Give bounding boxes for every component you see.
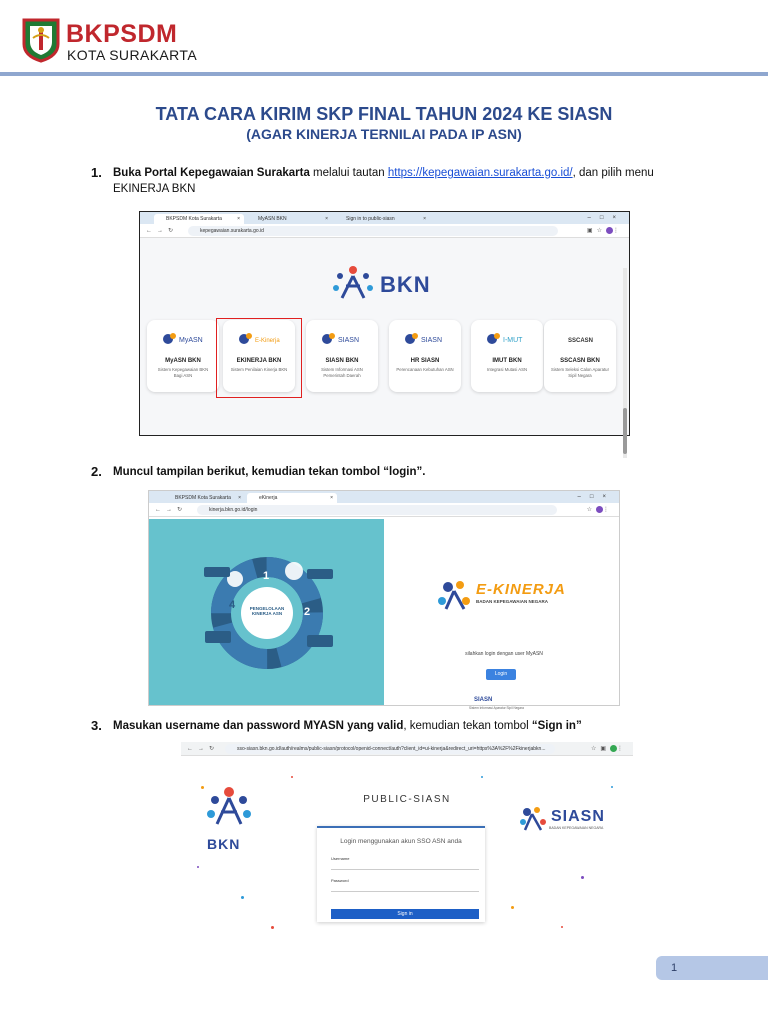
browser-toolbar-icons[interactable]: ☆ ⋮ (586, 507, 613, 513)
confetti-dot (481, 776, 483, 778)
bkn-logo-icon (330, 264, 376, 304)
login-panel (384, 519, 619, 710)
nav-buttons[interactable]: ←→↻ (155, 507, 188, 513)
bkn-logo-icon (205, 784, 253, 832)
bkn-brand: BKN (380, 272, 431, 297)
card-sscasn[interactable] (544, 320, 616, 392)
page-subtitle: (AGAR KINERJA TERNILAI PADA IP ASN) (246, 126, 522, 142)
url-field[interactable]: sso-siasn.bkn.go.id/auth/realms/public-siasn/protocol/openid-connect/auth?client_id=ui-kinerja&redirect_uri=https%3A%2F%2Fkinerjabkn... (225, 744, 555, 754)
siasn-brand-sub: BADAN KEPEGAWAIAN NEGARA (549, 826, 604, 830)
cycle-center-label: PENGELOLAAN KINERJA ASN (249, 606, 285, 616)
password-label: Password (331, 878, 349, 883)
hr-siasn-logo-icon (403, 330, 447, 348)
sso-page (181, 756, 633, 942)
svg-text:I-MUT: I-MUT (503, 337, 523, 344)
login-note: silahkan login dengan user MyASN (465, 651, 543, 657)
card-description: Perencanaan Kebutuhan ASN (396, 367, 454, 372)
realm-title: PUBLIC-SIASN (363, 794, 451, 805)
step-2-number: 2. (91, 464, 102, 479)
step-1-number: 1. (91, 165, 102, 180)
screenshot-siasn-sso (181, 742, 633, 942)
svg-text:SSCASN: SSCASN (568, 338, 594, 344)
url-field[interactable]: kepegawaian.surakarta.go.id (188, 226, 558, 236)
tab-public-siasn[interactable]: Sign in to public-siasn × (346, 216, 426, 222)
org-city: KOTA SURAKARTA (67, 47, 198, 63)
svg-text:E-Kinerja: E-Kinerja (255, 338, 280, 344)
card-description: Sistem Kepegawaian BKN Bagi ASN (157, 367, 209, 378)
step-3-number: 3. (91, 718, 102, 733)
card-siasn[interactable] (306, 320, 378, 392)
confetti-dot (611, 786, 613, 788)
login-button[interactable]: Login (486, 669, 516, 680)
cycle-step-1: 1 (263, 570, 270, 582)
svg-text:SIASN: SIASN (421, 337, 443, 344)
login-card-title: Login menggunakan akun SSO ASN anda (340, 838, 462, 845)
card-hr-siasn[interactable] (389, 320, 461, 392)
ekinerja-brand: E-KINERJA (476, 581, 566, 598)
confetti-dot (291, 776, 293, 778)
cycle-step-4: 4 (229, 599, 236, 611)
nav-buttons[interactable]: ←→↻ (146, 228, 179, 234)
card-title: SIASN BKN (325, 358, 359, 364)
card-imut[interactable] (471, 320, 543, 392)
cycle-step-3: 3 (262, 628, 269, 640)
screenshot-portal (139, 211, 630, 436)
card-myasn[interactable] (147, 320, 219, 392)
ekinerja-highlight (216, 318, 302, 398)
siasn-footer-brand: SIASN (474, 697, 493, 703)
window-controls[interactable]: –□× (587, 215, 625, 221)
imut-logo-icon (485, 330, 529, 348)
tab-bkpsdm[interactable]: BKPSDM Kota Surakarta × (154, 214, 244, 224)
card-title: IMUT BKN (492, 358, 522, 364)
browser-toolbar-icons[interactable]: ▣☆ ⋮ (586, 228, 623, 234)
address-bar (140, 224, 629, 238)
bkn-brand: BKN (207, 836, 241, 852)
card-title: MyASN BKN (165, 358, 201, 364)
tab-bar (140, 212, 629, 224)
document-header (0, 0, 768, 80)
card-title: HR SIASN (410, 358, 440, 364)
confetti-dot (197, 866, 199, 868)
card-description: Integrasi Mutasi ASN (486, 367, 528, 372)
confetti-dot (241, 896, 244, 899)
siasn-brand: SIASN (551, 808, 605, 825)
portal-page (140, 238, 629, 435)
login-card (317, 826, 485, 922)
window-controls[interactable]: –□× (577, 494, 615, 500)
tab-bkpsdm[interactable]: BKPSDM Kota Surakarta × (175, 495, 241, 501)
confetti-dot (581, 876, 584, 879)
address-bar (181, 742, 633, 756)
step-1-text (113, 165, 688, 197)
myasn-logo-icon (161, 330, 205, 348)
tab-myasn[interactable]: MyASN BKN × (258, 216, 328, 222)
screenshot-ekinerja-login (148, 490, 620, 710)
username-input[interactable] (331, 862, 479, 870)
browser-toolbar-icons[interactable]: ☆▣ ⋮ (590, 746, 627, 752)
siasn-logo-icon (320, 330, 364, 348)
siasn-logo-icon (517, 804, 549, 832)
scrollbar-thumb[interactable] (623, 408, 627, 454)
address-bar (149, 503, 619, 517)
portal-link[interactable]: https://kepegawaian.surakarta.go.id/ (387, 167, 573, 179)
surakarta-crest-icon (22, 18, 60, 62)
sscasn-logo-icon (558, 330, 602, 348)
step-1-text-after: , dan pilih menu EKINERJA BKN (113, 167, 654, 195)
org-name: BKPSDM (66, 20, 178, 48)
step-3-text (113, 718, 688, 734)
step-1-bold: Buka Portal Kepegawaian Surakarta (113, 167, 310, 179)
step-1-text-before: melalui tautan (309, 167, 388, 179)
username-label: Username (331, 856, 350, 861)
page-number: 1 (656, 956, 768, 980)
signin-button[interactable]: Sign in (331, 909, 479, 919)
step-3-bold-2: “Sign in” (531, 720, 582, 732)
siasn-footer-sub: Sistem Informasi Aparatur Sipil Negara (469, 706, 524, 710)
page-title: TATA CARA KIRIM SKP FINAL TAHUN 2024 KE SIASN (155, 104, 613, 124)
url-field[interactable]: kinerja.bkn.go.id/login (197, 505, 557, 515)
svg-text:SIASN: SIASN (338, 337, 360, 344)
card-title: SSCASN BKN (560, 358, 600, 364)
svg-text:MyASN: MyASN (179, 337, 203, 344)
performance-cycle-panel (149, 519, 384, 705)
confetti-dot (271, 926, 274, 929)
password-input[interactable] (331, 884, 479, 892)
confetti-dot (201, 786, 204, 789)
card-description: Sistem Informasi ASN Pemerintah Daerah (321, 367, 363, 378)
tab-ekinerja[interactable]: eKinerja × (247, 493, 337, 503)
step-3-text-middle: , kemudian tekan tombol (403, 720, 532, 732)
confetti-dot (561, 926, 563, 928)
card-description: Sistem Penilaian Kinerja BKN (230, 367, 288, 372)
confetti-dot (511, 906, 514, 909)
cycle-step-2: 2 (304, 606, 311, 618)
step-2-bold: Muncul tampilan berikut, kemudian tekan tombol “login”. (113, 466, 426, 478)
nav-buttons[interactable]: ←→↻ (187, 746, 220, 752)
step-3-bold: Masukan username dan password MYASN yang valid (113, 720, 404, 732)
ekinerja-brand-sub: BADAN KEPEGAWAIAN NEGARA (476, 599, 549, 604)
card-description: Sistem Seleksi Calon Aparatur Sipil Negara (550, 367, 610, 378)
ekinerja-logo-icon (436, 579, 474, 613)
header-divider (0, 72, 768, 76)
step-2-text (113, 464, 688, 480)
tab-bar (149, 491, 619, 503)
card-title: EKINERJA BKN (236, 358, 282, 364)
